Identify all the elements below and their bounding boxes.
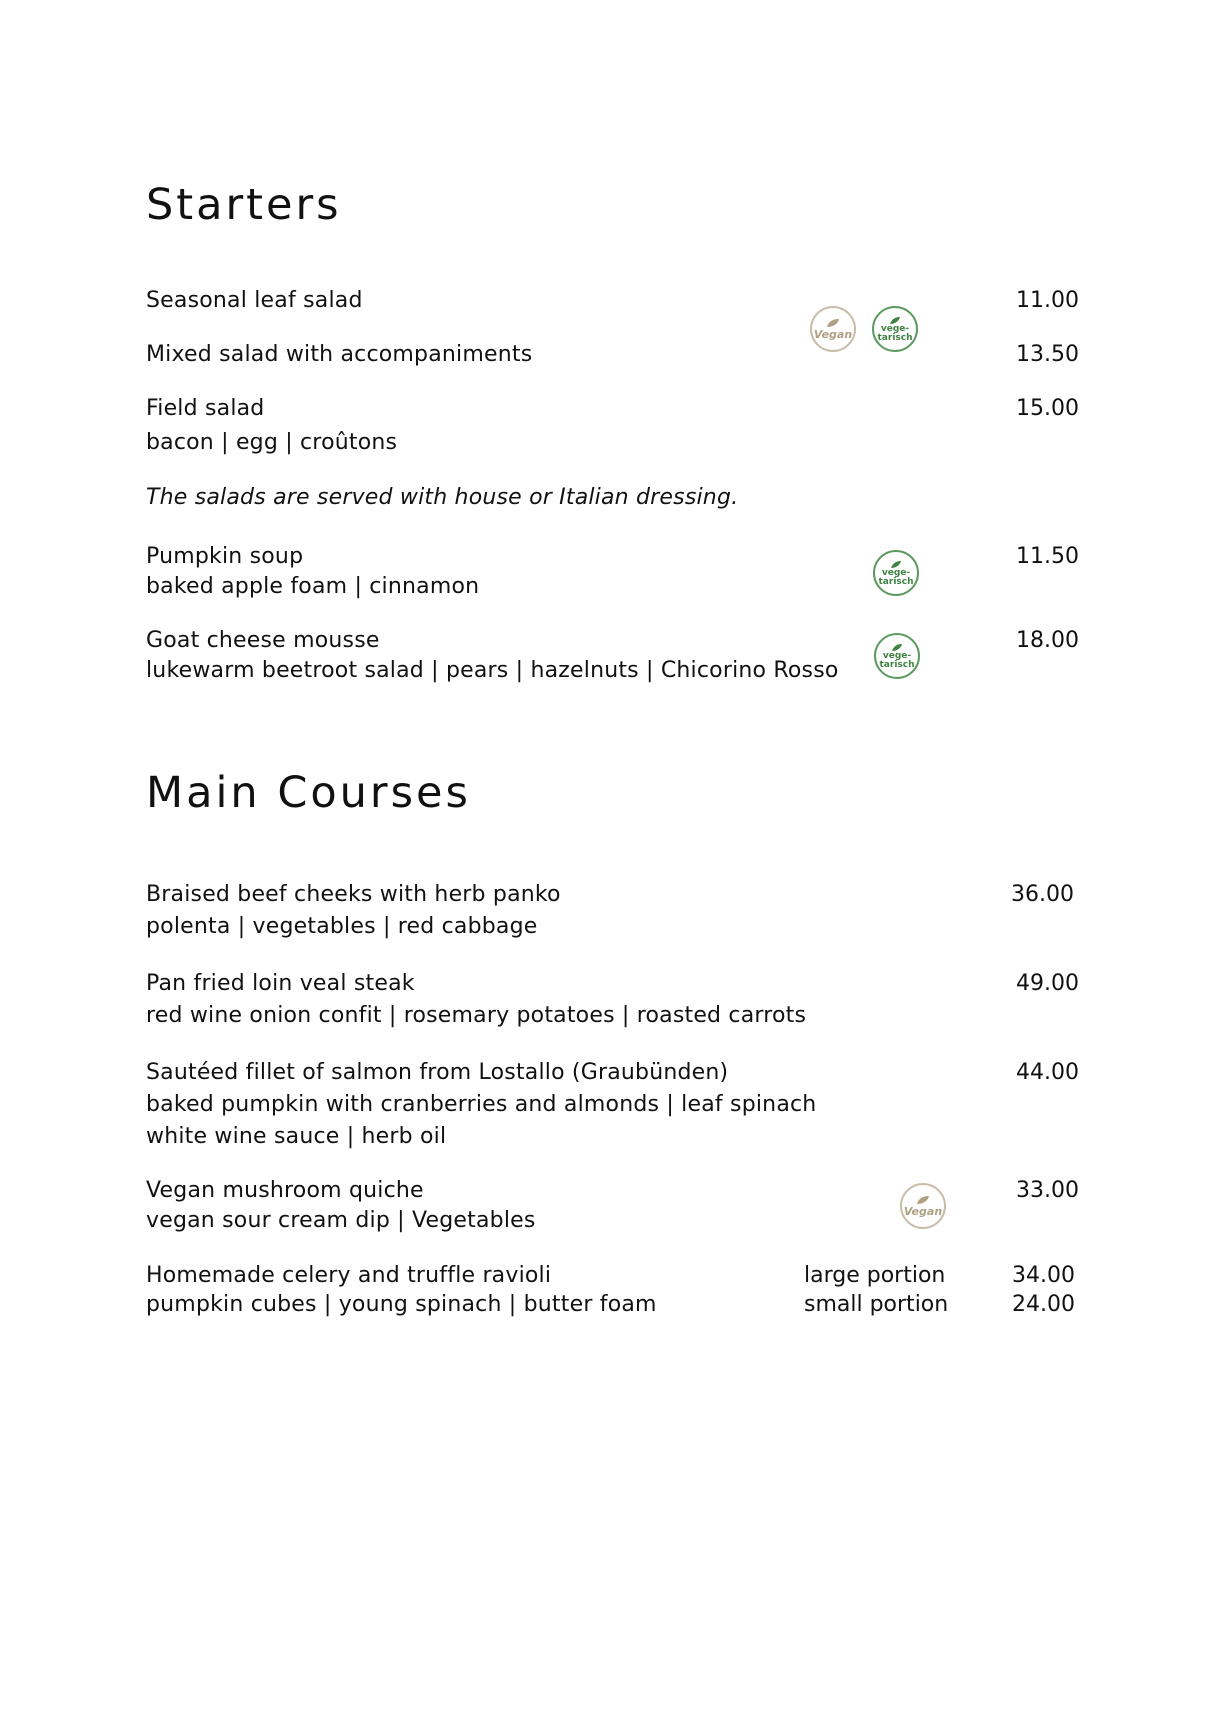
item-name-field-salad: Field salad xyxy=(146,396,265,421)
item-name-goat-cheese-mousse: Goat cheese mousse xyxy=(146,628,380,653)
vegan-icon: Vegan xyxy=(900,1183,946,1229)
item-name-pumpkin-soup: Pumpkin soup xyxy=(146,544,304,569)
item-price-goat-cheese-mousse: 18.00 xyxy=(1016,628,1079,653)
ravioli-large-portion-label: large portion xyxy=(804,1263,946,1288)
item-name-mushroom-quiche: Vegan mushroom quiche xyxy=(146,1178,424,1203)
starters-heading: Starters xyxy=(146,180,342,230)
item-price-seasonal-leaf-salad: 11.00 xyxy=(1016,288,1079,313)
salad-dressing-note: The salads are served with house or Italian dressing. xyxy=(146,485,739,510)
item-desc-ravioli: pumpkin cubes | young spinach | butter foam xyxy=(146,1292,657,1317)
item-price-salmon: 44.00 xyxy=(1016,1060,1079,1085)
item-desc-goat-cheese-mousse: lukewarm beetroot salad | pears | hazelnuts | Chicorino Rosso xyxy=(146,658,839,683)
item-name-ravioli: Homemade celery and truffle ravioli xyxy=(146,1263,552,1288)
item-price-beef-cheeks: 36.00 xyxy=(1011,882,1074,907)
item-price-pumpkin-soup: 11.50 xyxy=(1016,544,1079,569)
vegetarian-icon: vege- tarisch xyxy=(872,306,918,352)
item-name-mixed-salad: Mixed salad with accompaniments xyxy=(146,342,533,367)
item-desc-veal-steak: red wine onion confit | rosemary potatoes | roasted carrots xyxy=(146,1003,807,1028)
vegetarian-icon: vege- tarisch xyxy=(874,633,920,679)
ravioli-large-portion-price: 34.00 xyxy=(1012,1263,1075,1288)
item-desc-salmon-line1: baked pumpkin with cranberries and almonds | leaf spinach xyxy=(146,1092,817,1117)
item-name-seasonal-leaf-salad: Seasonal leaf salad xyxy=(146,288,363,313)
item-desc-salmon-line2: white wine sauce | herb oil xyxy=(146,1124,447,1149)
item-name-salmon: Sautéed fillet of salmon from Lostallo (Graubünden) xyxy=(146,1060,729,1085)
item-desc-field-salad: bacon | egg | croûtons xyxy=(146,430,398,455)
item-desc-pumpkin-soup: baked apple foam | cinnamon xyxy=(146,574,480,599)
ravioli-small-portion-label: small portion xyxy=(804,1292,949,1317)
item-price-mushroom-quiche: 33.00 xyxy=(1016,1178,1079,1203)
item-price-field-salad: 15.00 xyxy=(1016,396,1079,421)
item-price-mixed-salad: 13.50 xyxy=(1016,342,1079,367)
item-desc-beef-cheeks: polenta | vegetables | red cabbage xyxy=(146,914,538,939)
item-desc-mushroom-quiche: vegan sour cream dip | Vegetables xyxy=(146,1208,536,1233)
item-name-veal-steak: Pan fried loin veal steak xyxy=(146,971,415,996)
vegetarian-icon: vege- tarisch xyxy=(873,550,919,596)
ravioli-small-portion-price: 24.00 xyxy=(1012,1292,1075,1317)
main-courses-heading: Main Courses xyxy=(146,768,471,818)
vegan-icon: Vegan xyxy=(810,306,856,352)
item-price-veal-steak: 49.00 xyxy=(1016,971,1079,996)
item-name-beef-cheeks: Braised beef cheeks with herb panko xyxy=(146,882,561,907)
